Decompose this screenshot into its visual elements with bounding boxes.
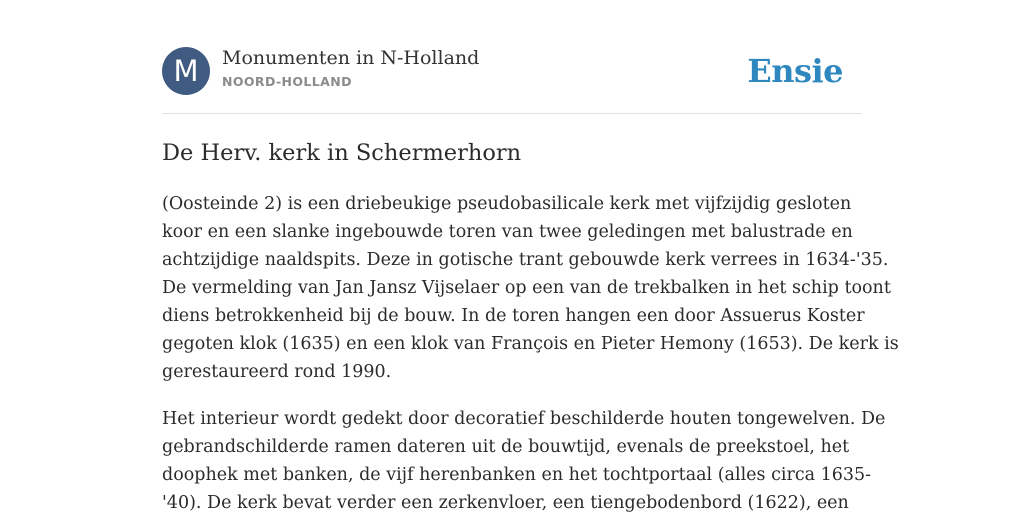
source-title-link[interactable]: Monumenten in N-Holland <box>222 47 480 69</box>
header-divider <box>162 113 862 114</box>
source-header <box>162 46 862 96</box>
article-title: De Herv. kerk in Schermerhorn <box>162 140 522 166</box>
paragraph-2 <box>162 405 886 512</box>
text-line: (Oosteinde 2) is een driebeukige pseudobasilicale kerk met vijfzijdig gesloten <box>162 194 852 214</box>
text-line: diens betrokkenheid bij de bouw. In de toren hangen een door Assuerus Koster <box>162 306 865 326</box>
paragraph-1 <box>162 190 899 386</box>
text-line: gegoten klok (1635) en een klok van François en Pieter Hemony (1653). De kerk is <box>162 334 899 354</box>
text-line: De vermelding van Jan Jansz Vijselaer op een van de trekbalken in het schip toont <box>162 278 891 298</box>
avatar[interactable]: M <box>162 47 210 95</box>
text-line: doophek met banken, de vijf herenbanken en het tochtportaal (alles circa 1635- <box>162 465 872 485</box>
text-line: koor en een slanke ingebouwde toren van twee geledingen met balustrade en <box>162 222 853 242</box>
article-body <box>162 190 899 512</box>
text-line: gebrandschilderde ramen dateren uit de bouwtijd, evenals de preekstoel, het <box>162 437 850 457</box>
text-line: Het interieur wordt gedekt door decoratief beschilderde houten tongewelven. De <box>162 409 886 429</box>
text-line: achtzijdige naaldspits. Deze in gotische trant gebouwde kerk verrees in 1634-'35. <box>162 250 889 270</box>
text-line: gerestaureerd rond 1990. <box>162 362 392 382</box>
source-subtitle: NOORD-HOLLAND <box>222 74 352 89</box>
text-line: '40). De kerk bevat verder een zerkenvloer, een tiengebodenbord (1622), een <box>162 493 849 512</box>
ensie-logo[interactable]: Ensie <box>747 52 843 90</box>
